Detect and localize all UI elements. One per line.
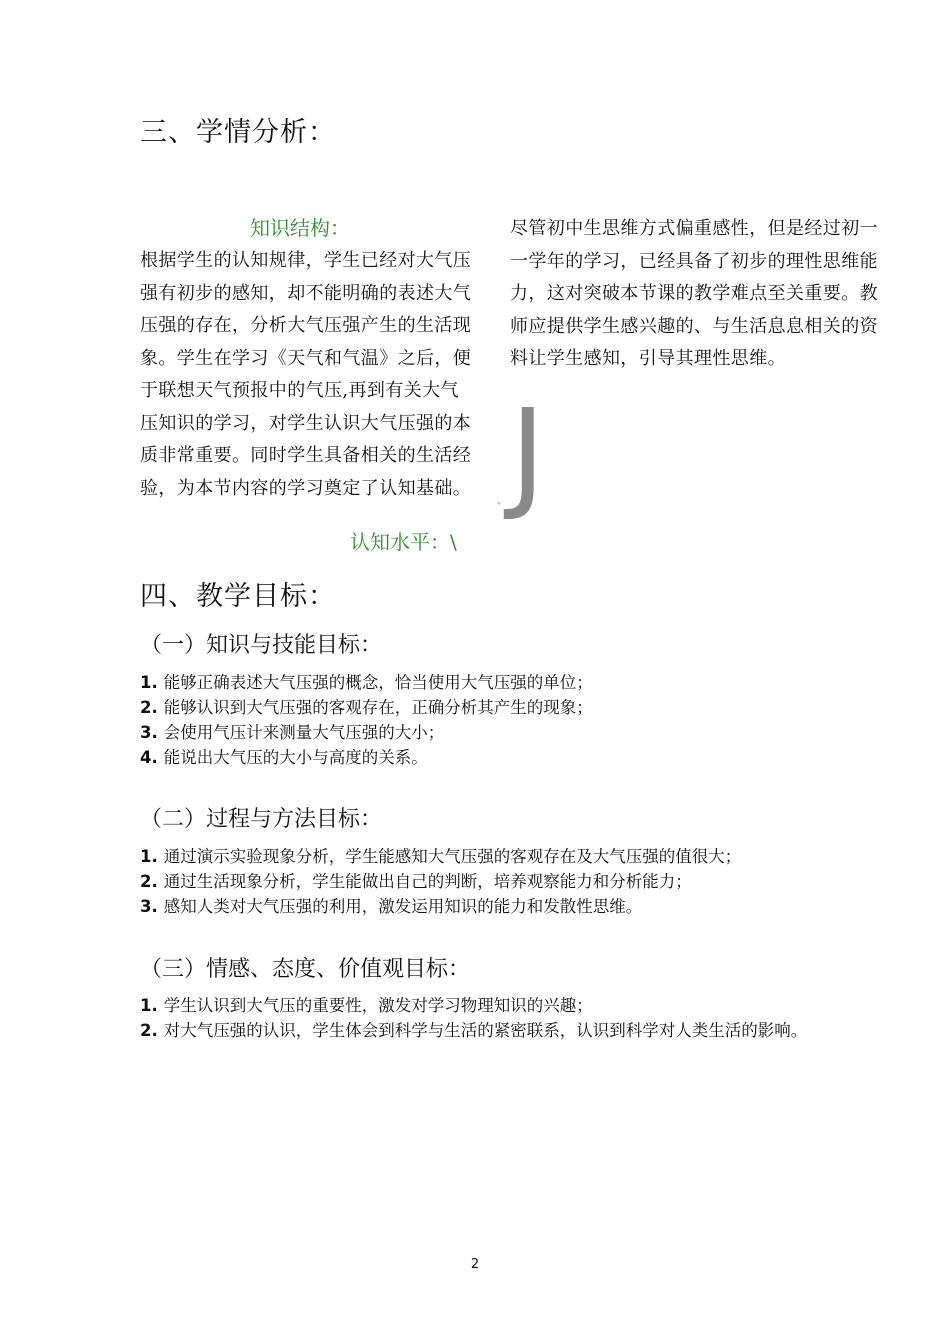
item-number: 3.: [140, 723, 158, 742]
list-item: [140, 869, 880, 894]
cognitive-level-label: 认知水平：\: [350, 530, 457, 554]
goal-group-attitude-title: （三）情感、态度、价值观目标：: [140, 957, 471, 982]
list-item: [140, 1018, 880, 1043]
item-number: 2.: [140, 698, 158, 717]
goal-group-process-title: （二）过程与方法目标：: [140, 807, 383, 832]
knowledge-structure-label: 知识结构：: [250, 216, 350, 240]
stray-letter: J: [510, 385, 546, 524]
goal-list-attitude: [140, 993, 880, 1043]
goal-group-knowledge-title: （一）知识与技能目标：: [140, 633, 383, 658]
item-number: 1.: [140, 673, 158, 692]
section-3-title: 三、学情分析：: [140, 117, 336, 148]
goal-list-process: [140, 844, 880, 919]
item-number: 1.: [140, 847, 158, 866]
list-item: [140, 993, 880, 1018]
cognitive-level-text: 尽管初中生思维方式偏重感性，但是经过初一一学年的学习，已经具备了初步的理性思维能力，这对突破本节课的教学难点至关重要。教师应提供学生感兴趣的、与生活息息相关的资料让学生感知，引导其理性思维。: [510, 218, 878, 369]
item-text: 能够认识到大气压强的客观存在，正确分析其产生的现象；: [163, 698, 593, 717]
item-text: 感知人类对大气压强的利用，激发运用知识的能力和发散性思维。: [163, 897, 643, 916]
list-item: [140, 745, 880, 770]
item-number: 1.: [140, 996, 158, 1015]
list-item: [140, 894, 880, 919]
knowledge-structure-text: 根据学生的认知规律，学生已经对大气压强有初步的感知，却不能明确的表述大气压强的存在，分析大气压强产生的生活现象。学生在学习《天气和气温》之后，便于联想天气预报中的气压,再到有关大气压知识的学习，对学生认识大气压强的本质非常重要。同时学生具备相关的生活经验，为本节内容的学习奠定了认知基础。: [140, 250, 472, 499]
item-text: 对大气压强的认识，学生体会到科学与生活的紧密联系，认识到科学对人类生活的影响。: [163, 1021, 808, 1040]
item-number: 4.: [140, 748, 158, 767]
goal-list-knowledge: [140, 670, 880, 770]
item-text: 能说出大气压的大小与高度的关系。: [163, 748, 428, 767]
item-text: 会使用气压计来测量大气压强的大小；: [163, 723, 445, 742]
list-item: [140, 670, 880, 695]
item-number: 2.: [140, 872, 158, 891]
item-text: 通过演示实验现象分析，学生能感知大气压强的客观存在及大气压强的值很大；: [163, 847, 742, 866]
list-item: [140, 720, 880, 745]
item-number: 2.: [140, 1021, 158, 1040]
list-item: [140, 695, 880, 720]
section-4-title: 四、教学目标：: [140, 581, 336, 612]
item-text: 学生认识到大气压的重要性，激发对学习物理知识的兴趣；: [163, 996, 593, 1015]
list-item: [140, 844, 880, 869]
stray-mark: 、: [497, 496, 507, 507]
page-number: 2: [470, 1257, 480, 1272]
item-text: 通过生活现象分析，学生能做出自己的判断，培养观察能力和分析能力；: [163, 872, 692, 891]
item-text: 能够正确表述大气压强的概念，恰当使用大气压强的单位；: [163, 673, 593, 692]
item-number: 3.: [140, 897, 158, 916]
